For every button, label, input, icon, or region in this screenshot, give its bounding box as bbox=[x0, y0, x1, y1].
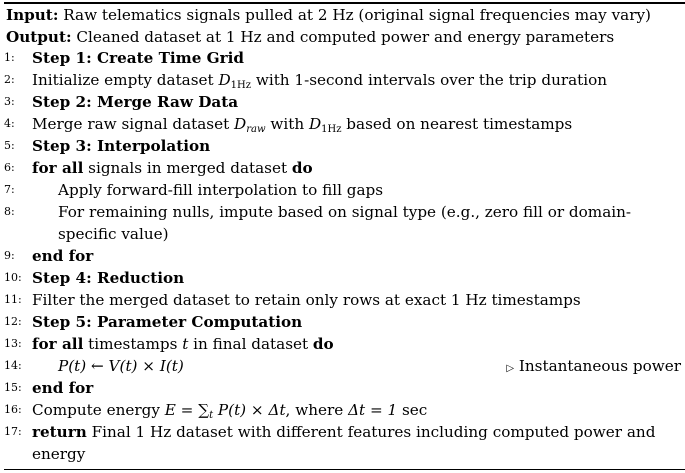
math-symbol: D bbox=[308, 115, 322, 133]
line-number: 8: bbox=[4, 205, 15, 218]
comment-triangle-icon: ▷ bbox=[506, 363, 515, 374]
math-symbol: D bbox=[234, 115, 247, 133]
algo-line-8-cont bbox=[0, 223, 685, 245]
algo-line-17-cont bbox=[0, 443, 685, 465]
line-text: , where bbox=[285, 401, 349, 419]
keyword: end for bbox=[32, 379, 94, 397]
math-symbol: t bbox=[182, 335, 189, 353]
math-subscript: t bbox=[209, 410, 214, 421]
bottom-rule bbox=[4, 469, 685, 470]
algo-line-15 bbox=[0, 377, 685, 399]
keyword: end for bbox=[32, 247, 94, 265]
algo-line-7 bbox=[0, 179, 685, 201]
algo-line-13 bbox=[0, 333, 685, 355]
energy-formula-rest: P(t) × Δt bbox=[213, 401, 286, 419]
step-heading: Step 4: Reduction bbox=[32, 269, 185, 287]
line-number: 4: bbox=[4, 117, 15, 130]
algo-line-1 bbox=[0, 47, 685, 69]
keyword: for all bbox=[32, 159, 84, 177]
algo-line-17 bbox=[0, 421, 685, 443]
line-number: 17: bbox=[4, 425, 22, 438]
math-subscript: raw bbox=[246, 124, 266, 135]
math-subscript: 1Hz bbox=[230, 80, 252, 91]
line-text: Apply forward-fill interpolation to fill gaps bbox=[58, 181, 384, 199]
line-number: 15: bbox=[4, 381, 22, 394]
keyword: return bbox=[32, 423, 87, 441]
line-number: 10: bbox=[4, 271, 22, 284]
line-number: 11: bbox=[4, 293, 22, 306]
keyword: for all bbox=[32, 335, 84, 353]
math-symbol: D bbox=[218, 71, 231, 89]
step-heading: Step 3: Interpolation bbox=[32, 137, 211, 155]
output-label: Output: bbox=[6, 28, 72, 46]
input-line bbox=[0, 4, 685, 26]
line-number: 14: bbox=[4, 359, 22, 372]
keyword: do bbox=[312, 335, 334, 353]
line-text: in final dataset bbox=[188, 335, 313, 353]
math-subscript: 1Hz bbox=[321, 124, 342, 135]
line-number: 12: bbox=[4, 315, 22, 328]
line-number: 6: bbox=[4, 161, 15, 174]
line-text: energy bbox=[32, 445, 86, 463]
input-text: Raw telematics signals pulled at 2 Hz (original signal frequencies may vary) bbox=[63, 6, 651, 24]
line-text: with 1-second intervals over the trip duration bbox=[251, 71, 608, 89]
line-number: 2: bbox=[4, 73, 15, 86]
algo-line-2 bbox=[0, 69, 685, 91]
line-text: sec bbox=[397, 401, 428, 419]
algo-line-12 bbox=[0, 311, 685, 333]
algo-line-14 bbox=[0, 355, 685, 377]
line-number: 1: bbox=[4, 51, 15, 64]
algo-line-5 bbox=[0, 135, 685, 157]
line-text: For remaining nulls, impute based on signal type (e.g., zero fill or domain- bbox=[58, 203, 632, 221]
line-number: 5: bbox=[4, 139, 15, 152]
line-number: 16: bbox=[4, 403, 22, 416]
line-number: 7: bbox=[4, 183, 15, 196]
step-heading: Step 5: Parameter Computation bbox=[32, 313, 303, 331]
comment-text: Instantaneous power bbox=[518, 357, 681, 375]
line-text: timestamps bbox=[83, 335, 183, 353]
line-text: based on nearest timestamps bbox=[341, 115, 573, 133]
algo-line-9 bbox=[0, 245, 685, 267]
line-text: signals in merged dataset bbox=[83, 159, 292, 177]
line-text: Filter the merged dataset to retain only rows at exact 1 Hz timestamps bbox=[32, 291, 581, 309]
algo-line-11 bbox=[0, 289, 685, 311]
algo-line-4 bbox=[0, 113, 685, 135]
line-text: Merge raw signal dataset bbox=[32, 115, 235, 133]
output-line bbox=[0, 26, 685, 48]
step-heading: Step 2: Merge Raw Data bbox=[32, 93, 239, 111]
line-number: 9: bbox=[4, 249, 15, 262]
delta-formula: Δt = 1 bbox=[348, 401, 398, 419]
algo-line-3 bbox=[0, 91, 685, 113]
energy-formula: E = ∑ bbox=[164, 401, 210, 419]
step-heading: Step 1: Create Time Grid bbox=[32, 49, 245, 67]
algo-line-8 bbox=[0, 201, 685, 223]
algo-line-16 bbox=[0, 399, 685, 421]
algo-line-6 bbox=[0, 157, 685, 179]
line-text: Compute energy bbox=[32, 401, 165, 419]
line-number: 3: bbox=[4, 95, 15, 108]
output-text: Cleaned dataset at 1 Hz and computed power and energy parameters bbox=[76, 28, 615, 46]
line-text: Final 1 Hz dataset with different features including computed power and bbox=[86, 423, 656, 441]
line-text: specific value) bbox=[58, 225, 169, 243]
line-number: 13: bbox=[4, 337, 22, 350]
line-text: Initialize empty dataset bbox=[32, 71, 219, 89]
algo-line-10 bbox=[0, 267, 685, 289]
input-label: Input: bbox=[6, 6, 59, 24]
keyword: do bbox=[291, 159, 313, 177]
line-text: with bbox=[265, 115, 309, 133]
power-formula: P(t) ← V(t) × I(t) bbox=[58, 357, 184, 375]
